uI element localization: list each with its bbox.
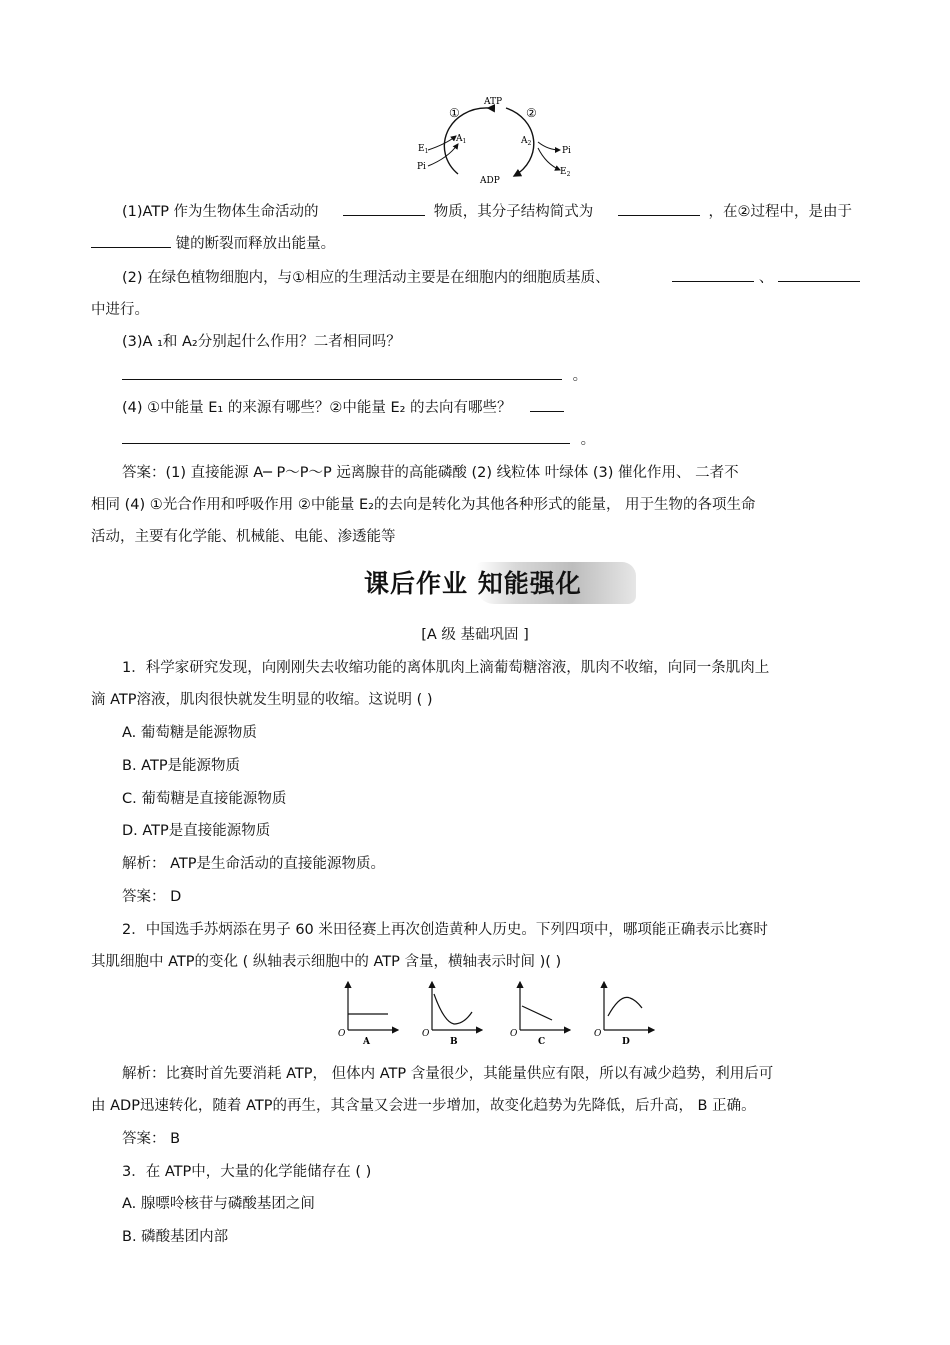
intro-q2-line2: 中进行。: [91, 302, 149, 318]
q1-stem-line2: 滴 ATP溶液，肌肉很快就发生明显的收缩。这说明 ( ): [91, 692, 433, 708]
intro-q4-line1: [122, 396, 564, 417]
graph-a-label: A: [363, 1037, 370, 1047]
q2-analysis-line1: 解析：比赛时首先要消耗 ATP， 但体内 ATP 含量很少，其能量供应有限，所以有减少趋势，利用后可: [122, 1066, 774, 1082]
graph-b-origin: O: [422, 1029, 430, 1039]
e2-label: $E_2$: [560, 167, 571, 178]
q3-option-b: B. 磷酸基团内部: [122, 1229, 229, 1245]
q2-stem-line1: 2．中国选手苏炳添在男子 60 米田径赛上再次创造黄种人历史。下列四项中，哪项能正确表示比赛时: [122, 922, 768, 938]
blank-2: [618, 201, 700, 216]
step2-label: ②: [526, 106, 537, 120]
intro-q3-end: 。: [572, 368, 588, 384]
intro-q4-line2: [122, 428, 595, 449]
atp-label: ATP: [484, 97, 503, 107]
q3-option-a: A. 腺嘌呤核苷与磷酸基团之间: [122, 1196, 315, 1212]
q1-option-a: A. 葡萄糖是能源物质: [122, 725, 257, 741]
graph-c-curve: [522, 1006, 552, 1020]
q2-answer: 答案： B: [122, 1131, 181, 1147]
atp-adp-cycle-diagram: [410, 92, 580, 188]
pi-right-label: Pi: [562, 146, 571, 156]
blank-5: [778, 267, 860, 282]
graph-b-label: B: [450, 1037, 458, 1047]
q2-graphs: [336, 978, 666, 1048]
q1-answer: 答案： D: [122, 889, 182, 905]
q2-analysis-line2: 由 ADP迅速转化，随着 ATP的再生，其含量又会进一步增加，故变化趋势为先降低，后升高， B 正确。: [91, 1098, 756, 1114]
intro-q1-text-d: 键的断裂而释放出能量。: [175, 236, 336, 252]
intro-q1-line1: [122, 200, 852, 221]
intro-q2-sep: 、: [758, 270, 774, 286]
graph-c: [510, 982, 570, 1047]
pi-left-label: Pi: [417, 162, 426, 172]
intro-q1-text-c: ，在②过程中，是由于: [708, 204, 852, 220]
intro-q2-text-a: (2) 在绿色植物细胞内，与①相应的生理活动主要是在细胞内的细胞质基质、: [122, 270, 610, 286]
graph-b: [422, 982, 482, 1047]
q2-stem-line2: 其肌细胞中 ATP的变化 ( 纵轴表示细胞中的 ATP 含量，横轴表示时间 )( ): [91, 954, 562, 970]
intro-q4-text: (4) ①中能量 E₁ 的来源有哪些？②中能量 E₂ 的去向有哪些？: [122, 400, 512, 416]
blank-7: [530, 397, 564, 412]
q3-stem: 3．在 ATP中，大量的化学能储存在 ( ): [122, 1164, 372, 1180]
intro-answer-line2: 相同 (4) ①光合作用和呼吸作用 ②中能量 E₂的去向是转化为其他各种形式的能量， 用于生物的各项生命: [91, 497, 756, 513]
q1-option-d: D. ATP是直接能源物质: [122, 823, 271, 839]
graph-d-label: D: [622, 1037, 630, 1047]
intro-q1-line2: [91, 232, 335, 253]
graph-a: [338, 982, 398, 1047]
e1-label: $E_1$: [418, 144, 429, 155]
section-label: [A 级 基础巩固 ]: [421, 627, 529, 643]
graph-b-curve: [434, 994, 472, 1024]
q1-analysis: 解析： ATP是生命活动的直接能源物质。: [122, 856, 386, 872]
graph-d-curve: [608, 997, 642, 1016]
graph-c-origin: O: [510, 1029, 518, 1039]
intro-answer-line1: 答案：(1) 直接能源 A─ P～P～P 远离腺苷的高能磷酸 (2) 线粒体 叶绿体 (3) 催化作用、 二者不: [122, 465, 739, 481]
intro-answer-line3: 活动，主要有化学能、机械能、电能、渗透能等: [91, 529, 396, 545]
a2-label: $A_2$: [521, 136, 532, 147]
intro-q2-line1: [122, 266, 860, 287]
intro-q4-end: 。: [580, 432, 596, 448]
blank-1: [343, 201, 425, 216]
intro-q3-line1: (3)A ₁和 A₂分别起什么作用？二者相同吗？: [122, 334, 401, 350]
graph-c-label: C: [538, 1037, 546, 1047]
blank-8: [122, 429, 570, 444]
banner-title: 课后作业 知能强化: [364, 569, 582, 598]
a1-label: $A_1$: [456, 134, 467, 145]
step1-label: ①: [449, 106, 460, 120]
intro-q1-text-b: 物质，其分子结构简式为: [433, 204, 594, 220]
blank-3: [91, 233, 171, 248]
blank-4: [672, 267, 754, 282]
graph-d: [594, 982, 654, 1047]
adp-label: ADP: [480, 176, 500, 186]
section-banner: [356, 558, 641, 608]
q1-option-b: B. ATP是能源物质: [122, 758, 241, 774]
intro-q1-text-a: (1)ATP 作为生物体生命活动的: [122, 204, 319, 220]
q1-option-c: C. 葡萄糖是直接能源物质: [122, 791, 287, 807]
intro-q3-line2: [122, 364, 587, 385]
graph-d-origin: O: [594, 1029, 602, 1039]
blank-6: [122, 365, 562, 380]
q1-stem-line1: 1．科学家研究发现，向刚刚失去收缩功能的离体肌肉上滴葡萄糖溶液，肌肉不收缩，向同一条肌肉上: [122, 660, 770, 676]
graph-a-origin: O: [338, 1029, 346, 1039]
